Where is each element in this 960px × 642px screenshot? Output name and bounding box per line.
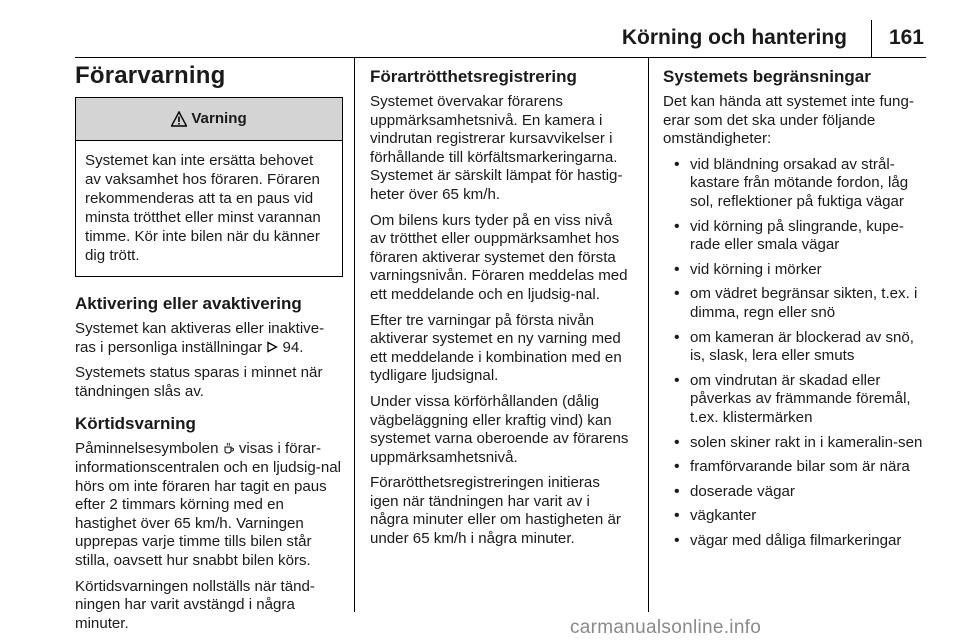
list-item: • vid bländning orsakad av strål-kastare från mötande fordon, låg sol, reflektioner på fuktiga vägar <box>663 156 925 212</box>
column-right <box>663 66 925 556</box>
fatigue-paragraph-1: Systemet övervakar förarens uppmärksamhetsnivå. En kamera i vindrutan registrerar kursavvikelser i förhållande till körfältsmarkeringarna. Systemet är särskilt lämpat för hastig-heter över 65 km/h. <box>370 93 623 203</box>
header-rule <box>75 57 926 58</box>
drive-time-reset-text: Körtidsvarningen nollställs när tänd-ningen har varit avstängd i några minuter. <box>75 577 315 632</box>
column-left <box>75 97 343 640</box>
page-reference-icon <box>266 341 278 353</box>
page-number: 161 <box>888 26 924 49</box>
limitations-list <box>663 156 925 551</box>
watermark: carmanualsonline.info <box>570 617 762 638</box>
list-item: • om kameran är blockerad av snö, is, slask, lera eller smuts <box>663 329 925 366</box>
limitations-heading: Systemets begränsningar <box>663 67 871 86</box>
list-item: • om vindrutan är skadad eller påverkas av främmande föremål, t.ex. klistermärken <box>663 372 925 428</box>
drive-time-text-start: Påminnelsesymbolen <box>75 440 219 458</box>
warning-heading: Varning <box>191 109 247 127</box>
list-item: • framförvarande bilar som är nära <box>663 458 925 477</box>
drive-time-heading: Körtidsvarning <box>75 414 196 434</box>
fatigue-paragraph-5: Förarötthetsregistreringen initieras igen när tändningen har varit av i några minuter eller om hastigheten är under 65 km/h i några minuter. <box>370 474 621 548</box>
activation-paragraph <box>75 320 343 357</box>
activation-status-text: Systemets status sparas i minnet när tändningen slås av. <box>75 364 323 400</box>
list-item: • om vädret begränsar sikten, t.ex. i dimma, regn eller snö <box>663 285 925 322</box>
list-item: • vid körning i mörker <box>663 261 925 280</box>
drive-time-text-end: visas i förar-informationscentralen och en ljudsig-nal hörs om inte föraren har tagit en paus efter 2 timmars körning med en hastighet över 65 km/h. Varningen upprepas varje timme tills bilen står stilla, oavsett hur snabbt bilen körs. <box>75 440 341 569</box>
page-title: Förarvarning <box>75 62 226 89</box>
column-middle <box>370 66 632 556</box>
drive-time-paragraph <box>75 440 343 570</box>
list-item: • vägkanter <box>663 507 925 526</box>
list-item: • vid körning på slingrande, kupe-rade eller smala vägar <box>663 218 925 255</box>
limitations-intro: Det kan hända att systemet inte fung-erar som det ska under följande omständigheter: <box>663 93 914 148</box>
activation-text: Systemet kan aktiveras eller inaktive-ras i personliga inställningar <box>75 320 325 356</box>
warning-header <box>76 98 342 141</box>
list-item: • vägar med dåliga filmarkeringar <box>663 532 925 551</box>
activation-heading: Aktivering eller avaktivering <box>75 294 302 313</box>
section-title: Körning och hantering <box>621 26 847 49</box>
fatigue-paragraph-2: Om bilens kurs tyder på en viss nivå av trötthet eller ouppmärksamhet hos föraren aktiverar systemet den första varningsnivån. Föraren meddelas med ett meddelande och en ljudsig-nal. <box>370 211 628 303</box>
list-item: • solen skiner rakt in i kameralin-sen <box>663 434 925 453</box>
list-item: • doserade vägar <box>663 483 925 502</box>
column-divider <box>648 58 649 612</box>
header-separator <box>871 20 872 58</box>
fatigue-paragraph-4: Under vissa körförhållanden (dålig vägbeläggning eller kraftig vind) kan systemet varna oberoende av förarens uppmärksamhetsnivå. <box>370 392 629 466</box>
fatigue-paragraph-3: Efter tre varningar på första nivån aktiverar systemet en ny varning med ett meddelande i kombination med en tydligare ljudsignal. <box>370 311 622 385</box>
warning-box <box>75 97 343 277</box>
page-reference[interactable]: 94. <box>282 338 304 356</box>
column-divider <box>354 58 355 612</box>
fatigue-heading: Förartrötthetsregistrering <box>370 67 577 86</box>
coffee-cup-icon <box>223 442 235 454</box>
warning-icon <box>171 111 187 127</box>
warning-text: Systemet kan inte ersätta behovet av vaksamhet hos föraren. Föraren rekommenderas att ta en paus vid minsta trötthet eller minst varannan timme. Kör inte bilen när du känner dig trött. <box>85 152 321 264</box>
